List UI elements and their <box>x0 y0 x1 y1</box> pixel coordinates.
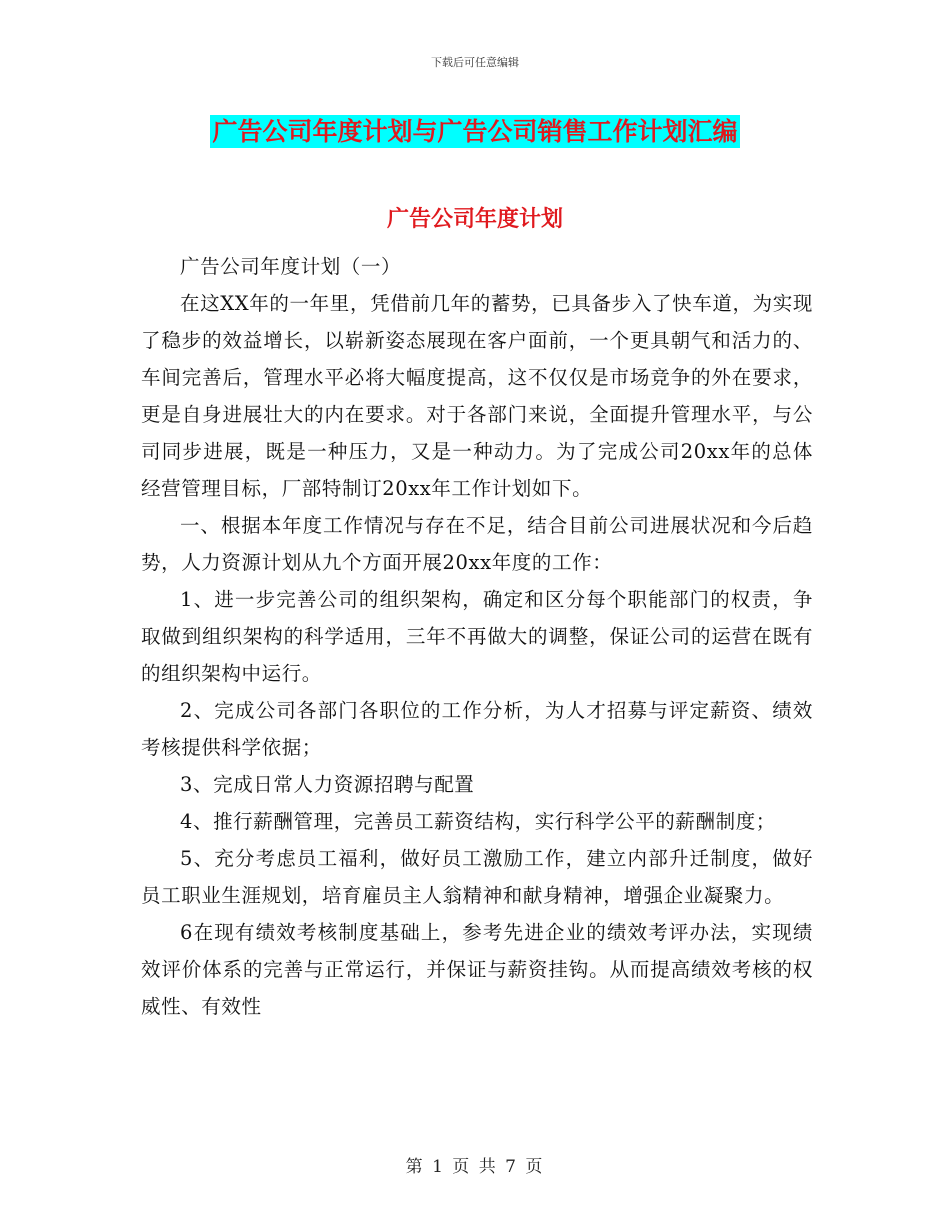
paragraph-item-3: 3、完成日常人力资源招聘与配置 <box>180 773 475 796</box>
paragraph-item-2: 2、完成公司各部门各职位的工作分析，为人才招募与评定薪资、绩效考核提供科学依据； <box>141 699 813 759</box>
paragraph-item-4: 4、推行薪酬管理，完善员工薪资结构，实行科学公平的薪酬制度； <box>180 810 776 833</box>
paragraph-item-1: 1、进一步完善公司的组织架构，确定和区分每个职能部门的权责，争取做到组织架构的科学适用，三年不再做大的调整，保证公司的运营在既有的组织架构中运行。 <box>141 588 813 685</box>
document-title-text: 广告公司年度计划与广告公司销售工作计划汇编 <box>212 117 738 146</box>
document-title <box>0 112 950 148</box>
section-title: 广告公司年度计划 <box>386 207 563 232</box>
document-body <box>141 248 813 1025</box>
page-number: 第 1 页 共 7 页 <box>405 1157 545 1177</box>
paragraph-subtitle: 广告公司年度计划（一） <box>180 255 402 278</box>
paragraph-section-one: 一、根据本年度工作情况与存在不足，结合目前公司进展状况和今后趋势，人力资源计划从九个方面开展20xx年度的工作： <box>141 514 813 574</box>
header-note: 下载后可任意编辑 <box>431 56 519 69</box>
paragraph-item-5: 5、充分考虑员工福利，做好员工激励工作，建立内部升迁制度，做好员工职业生涯规划，培育雇员主人翁精神和献身精神，增强企业凝聚力。 <box>141 847 813 907</box>
paragraph-intro: 在这XX年的一年里，凭借前几年的蓄势，已具备步入了快车道，为实现了稳步的效益增长，以崭新姿态展现在客户面前，一个更具朝气和活力的、车间完善后，管理水平必将大幅度提高，这不仅仅是市场竞争的外在要求，更是自身进展壮大的内在要求。对于各部门来说，全面提升管理水平，与公司同步进展，既是一种压力，又是一种动力。为了完成公司20xx年的总体经营管理目标，厂部特制订20xx年工作计划如下。 <box>141 292 813 500</box>
paragraph-item-6: 6在现有绩效考核制度基础上，参考先进企业的绩效考评办法，实现绩效评价体系的完善与正常运行，并保证与薪资挂钩。从而提高绩效考核的权威性、有效性 <box>141 921 813 1018</box>
